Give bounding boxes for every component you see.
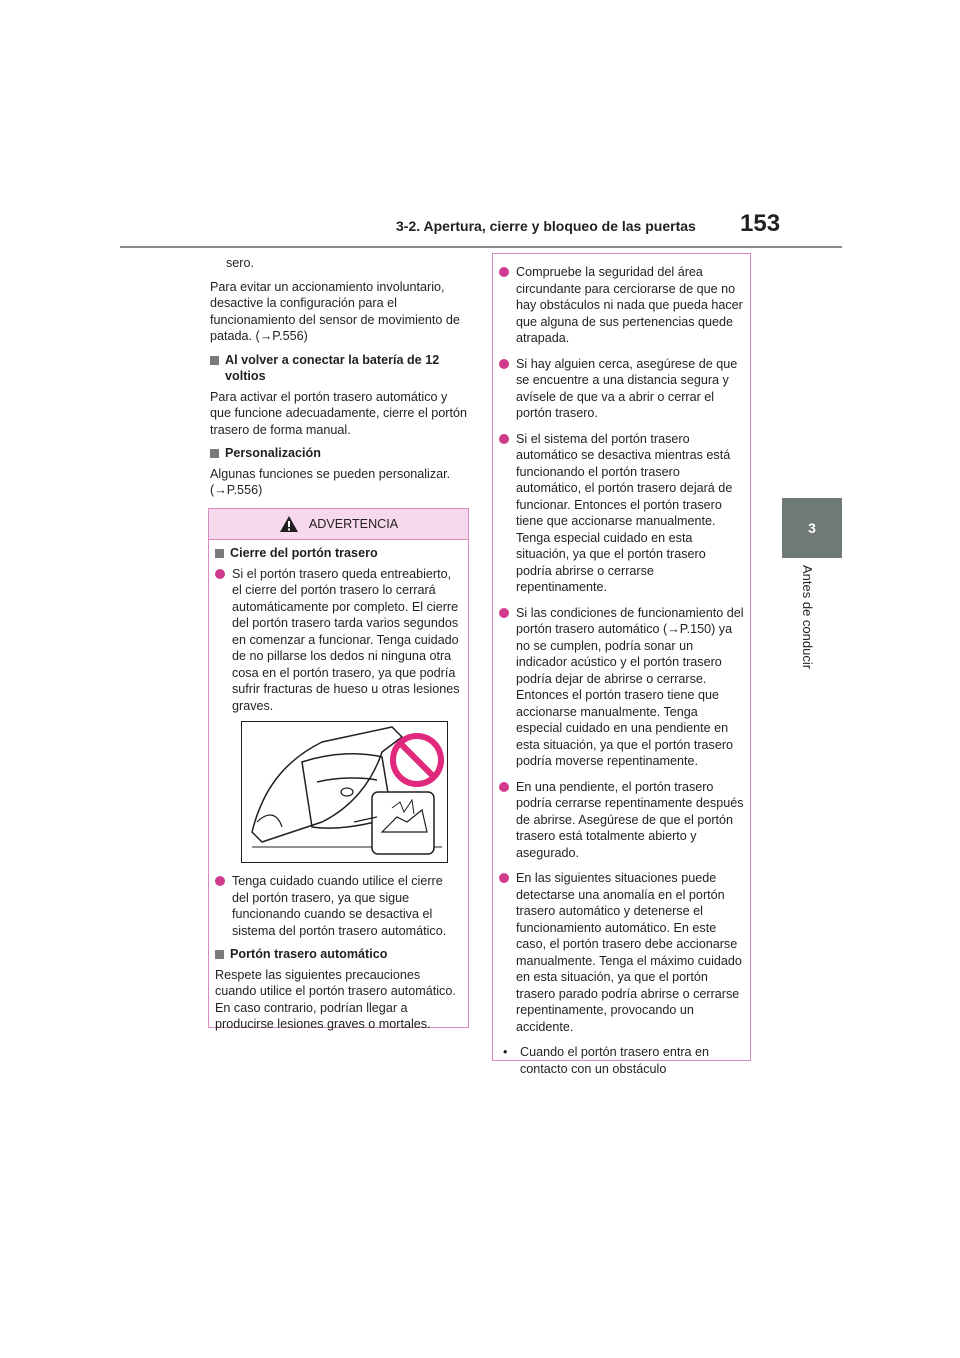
square-bullet-icon	[210, 356, 219, 365]
list-item: Tenga cuidado cuando utilice el cierre del portón trasero, ya que sigue funcionando cuando se desactiva el sistema del portón trasero automático.	[215, 873, 462, 939]
list-item: Si hay alguien cerca, asegúrese de que se encuentre a una distancia segura y avísele de que va a abrir o cerrar el portón trasero.	[499, 356, 744, 422]
chapter-label: Antes de conducir	[800, 565, 815, 670]
small-bullet-icon: •	[503, 1045, 508, 1059]
subheading: Cierre del portón trasero	[215, 545, 462, 562]
list-item: En las siguientes situaciones puede detectarse una anomalía en el portón trasero automático y detenerse el funcionamiento automático. En este caso, el portón trasero debe accionarse manualmente. Tenga el máximo cuidado en esta situación, ya que el portón trasero parado podría abrirse o cerrarse repentinamente, provocando un accidente.	[499, 870, 744, 1035]
list-item: Compruebe la seguridad del área circundante para cerciorarse de que no hay obstáculos ni nada que pueda hacer que alguna de sus pertenencias quede atrapada.	[499, 264, 744, 347]
list-item: En una pendiente, el portón trasero podría cerrarse repentinamente después de abrirse. Asegúrese de que el portón trasero está totalmente abierto y asegurado.	[499, 779, 744, 862]
warning-box	[208, 508, 469, 1031]
warning-continued-box	[492, 253, 751, 1076]
tailgate-illustration	[241, 721, 448, 863]
bullet-icon	[499, 434, 509, 444]
subheading: Personalización	[210, 445, 468, 462]
bullet-icon	[499, 359, 509, 369]
bullet-icon	[499, 782, 509, 792]
paragraph: Para evitar un accionamiento involuntario, desactive la configuración para el funcionamiento del sensor de movimiento de patada. (→P.556)	[210, 279, 460, 343]
warning-title: ADVERTENCIA	[308, 517, 399, 531]
section-title: 3-2. Apertura, cierre y bloqueo de las puertas	[396, 218, 696, 234]
list-item: Si el sistema del portón trasero automático se desactiva mientras está funcionando el portón trasero automático, el portón trasero dejará de funcionar. Entonces el portón trasero tiene que accionarse manualmente. Tenga especial cuidado en esta situación, ya que el portón trasero podría abrirse o cerrarse repentinamente.	[499, 431, 744, 596]
paragraph: Algunas funciones se pueden personalizar. (→P.556)	[210, 466, 451, 497]
bullet-icon	[499, 608, 509, 618]
sub-list-item: • Cuando el portón trasero entra en contacto con un obstáculo	[499, 1044, 744, 1077]
square-bullet-icon	[210, 449, 219, 458]
list-item: Si las condiciones de funcionamiento del portón trasero automático (→P.150) ya no se cumplen, podría sonar un indicador acústico y el portón trasero podría dejar de abrirse o cerrarse. Entonces el portón trasero tiene que accionarse manualmente. Tenga especial cuidado en una pendiente en esta situación, ya que el portón trasero podría moverse repentinamente.	[499, 605, 744, 770]
paragraph: sero.	[226, 256, 254, 270]
left-column	[210, 255, 468, 506]
bullet-icon	[499, 267, 509, 277]
warning-header	[209, 509, 468, 540]
square-bullet-icon	[215, 549, 224, 558]
list-item: Si el portón trasero queda entreabierto, el cierre del portón trasero lo cerrará automáticamente por completo. El cierre del portón trasero tarda varios segundos en comenzar a funcionar. Tenga cuidado de no pillarse los dedos ni ninguna otra cosa en el portón trasero, ya que podría sufrir fracturas de hueso u otras lesiones graves.	[215, 566, 462, 715]
bullet-icon	[215, 876, 225, 886]
bullet-icon	[499, 873, 509, 883]
page-number: 153	[740, 210, 781, 237]
subheading: Al volver a conectar la batería de 12 voltios	[210, 352, 468, 385]
bullet-icon	[215, 569, 225, 579]
paragraph: Para activar el portón trasero automático y que funcione adecuadamente, cierre el portón trasero de forma manual.	[210, 389, 467, 437]
square-bullet-icon	[215, 950, 224, 959]
subheading: Portón trasero automático	[215, 946, 462, 963]
chapter-tab: 3	[782, 498, 842, 558]
warning-triangle-icon	[279, 515, 299, 533]
paragraph: Respete las siguientes precauciones cuando utilice el portón trasero automático. En caso contrario, podrían llegar a producirse lesiones graves o mortales.	[215, 967, 456, 1031]
header-divider	[120, 246, 842, 248]
